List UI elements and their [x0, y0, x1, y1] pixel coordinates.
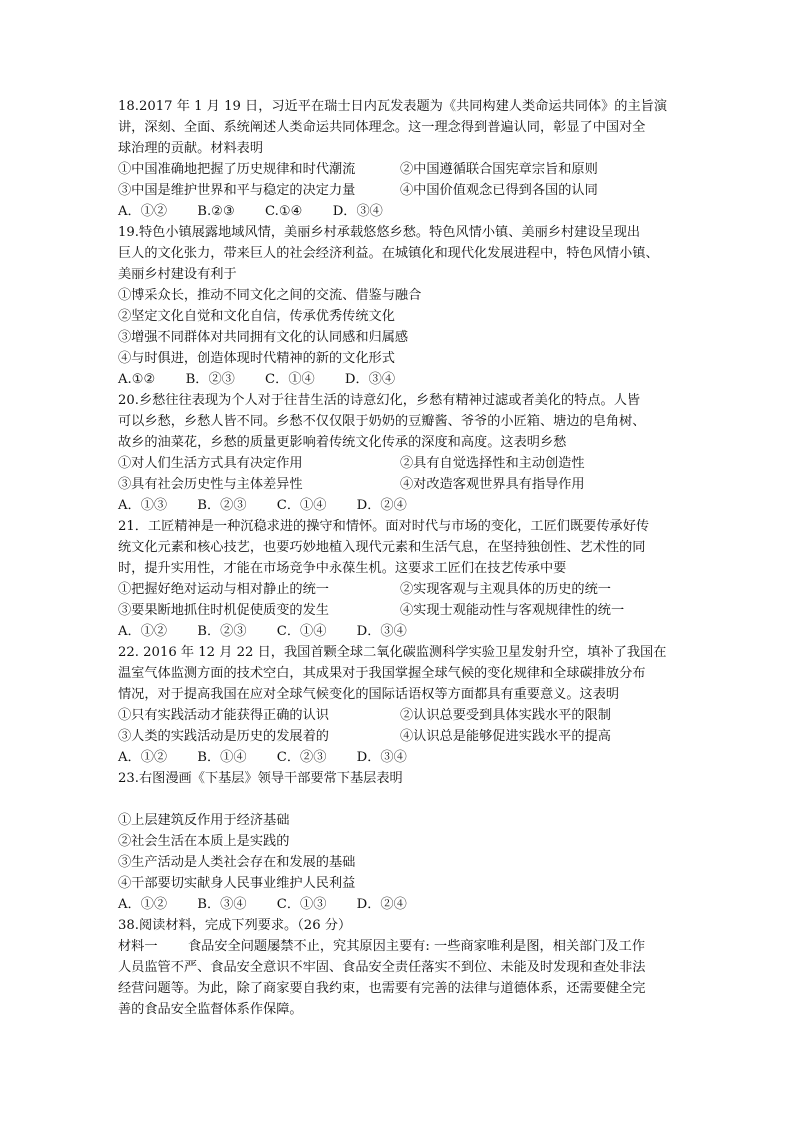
q19-choice-c: C．①④ [265, 372, 315, 387]
q20-stem-line: 可以乡愁，乡愁人皆不同。乡愁不仅仅限于奶奶的豆瓣酱、爷爷的小匠箱、塘边的皂角树、 [118, 414, 646, 429]
q38-material-line: 经营问题等。为此，除了商家要自我约束，也需要有完善的法律与道德体系，还需要健全完 [118, 981, 646, 996]
q21-option-4: ④实现士观能动性与客观规律性的统一 [400, 603, 625, 618]
q38-material-line [118, 936, 684, 957]
q23-choices [118, 894, 684, 915]
q20-choice-c: C．①④ [276, 498, 327, 513]
q23-option-2: ②社会生活在本质上是实践的 [118, 834, 290, 849]
q23-choice-a: A．①② [118, 897, 168, 912]
q23-option-3: ③生产活动是人类社会存在和发展的基础 [118, 855, 356, 870]
q19-choice-b: B．②③ [185, 372, 235, 387]
q20-option-1: ①对人们生活方式具有决定作用 [118, 456, 303, 471]
q20-option-4: ④对改造客观世界具有指导作用 [400, 477, 585, 492]
q22-choices [118, 747, 684, 768]
q23-choice-c: C．①③ [276, 897, 327, 912]
q21-option-1: ①把握好绝对运动与相对静止的统一 [118, 582, 329, 597]
question-18 [118, 96, 684, 222]
q18-stem-line: 讲，深刻、全面、系统阐述人类命运共同体理念。这一理念得到普遍认同，彰显了中国对全 [118, 120, 646, 135]
question-19 [118, 222, 684, 390]
q18-options-row [118, 159, 684, 180]
q21-choice-c: C．①④ [276, 624, 327, 639]
q19-stem-line: 19.特色小镇展露地域风情，美丽乡村承载悠悠乡愁。特色风情小镇、美丽乡村建设呈现出 [118, 225, 641, 240]
material-label: 材料一 [118, 939, 158, 954]
q21-choice-a: A．①② [118, 624, 168, 639]
q22-stem-line: 22. 2016 年 12 月 22 日，我国首颗全球二氧化碳监测科学实验卫星发射升空，填补了我国在 [118, 645, 667, 660]
q22-option-3: ③人类的实践活动是历史的发展着的 [118, 729, 329, 744]
q21-option-3: ③要果断地抓住时机促使质变的发生 [118, 603, 329, 618]
q18-choice-a: A．①② [118, 204, 168, 219]
q20-stem-line: 故乡的油菜花，乡愁的质量更影响着传统文化传承的深度和高度。这表明乡愁 [118, 435, 567, 450]
q19-stem-line: 美丽乡村建设有利于 [118, 267, 237, 282]
question-38 [118, 915, 684, 1020]
q20-options-row [118, 453, 684, 474]
q18-option-3: ③中国是维护世界和平与稳定的决定力量 [118, 183, 356, 198]
q19-choices [118, 369, 684, 390]
q20-options-row [118, 474, 684, 495]
q38-material-line: 善的食品安全监督体系作保障。 [118, 1002, 303, 1017]
q21-options-row [118, 579, 684, 600]
q22-option-2: ②认识总要受到具体实践水平的限制 [400, 708, 611, 723]
q38-material-line: 人员监管不严、食品安全意识不牢固、食品安全责任落实不到位、未能及时发现和查处非法 [118, 960, 646, 975]
q18-stem-line: 18.2017 年 1 月 19 日，习近平在瑞士日内瓦发表题为《共同构建人类命运共同体》的主旨演 [118, 99, 668, 114]
q22-options-row [118, 726, 684, 747]
q22-stem-line: 情况，对于提高我国在应对全球气候变化的国际话语权等方面都具有重要意义。这表明 [118, 687, 620, 702]
q20-choice-b: B．②③ [197, 498, 247, 513]
q21-option-2: ②实现客观与主观具体的历史的统一 [400, 582, 611, 597]
q38-stem-line: 38.阅读材料，完成下列要求。（26 分） [118, 918, 352, 933]
q19-option-4: ④与时俱进，创造体现时代精神的新的文化形式 [118, 351, 395, 366]
q21-stem-line: 时，提升实用性，才能在市场竞争中永葆生机。这要求工匠们在技艺传承中要 [118, 561, 567, 576]
q18-options-row [118, 180, 684, 201]
q22-options-row [118, 705, 684, 726]
q18-option-1: ①中国准确地把握了历史规律和时代潮流 [118, 162, 356, 177]
q22-option-1: ①只有实践活动才能获得正确的认识 [118, 708, 329, 723]
q20-stem-line: 20.乡愁往往表现为个人对于往昔生活的诗意幻化，乡愁有精神过滤或者美化的特点。人皆 [118, 393, 641, 408]
q22-choice-d: D．③④ [356, 750, 407, 765]
q23-choice-d: D．②④ [356, 897, 407, 912]
q18-choice-c: C.①④ [265, 204, 303, 219]
q21-stem-line: 统文化元素和核心技艺，也要巧妙地植入现代元素和生活气息，在坚持独创性、艺术性的同 [118, 540, 646, 555]
q19-choice-d: D．③④ [344, 372, 396, 387]
q20-choice-a: A．①③ [118, 498, 168, 513]
q22-stem-line: 温室气体监测方面的技术空白，其成果对于我国掌握全球气候的变化规律和全球碳排放分布 [118, 666, 646, 681]
q23-option-4: ④干部要切实献身人民事业维护人民利益 [118, 876, 356, 891]
q18-option-4: ④中国价值观念已得到各国的认同 [400, 183, 598, 198]
q21-stem-line: 21．工匠精神是一种沉稳求进的操守和情怀。面对时代与市场的变化，工匠们既要传承好传 [118, 519, 650, 534]
q19-option-1: ①博采众长，推动不同文化之间的交流、借鉴与融合 [118, 288, 422, 303]
q23-option-1: ①上层建筑反作用于经济基础 [118, 813, 290, 828]
q22-option-4: ④认识总是能够促进实践水平的提高 [400, 729, 611, 744]
q20-option-2: ②具有自觉选择性和主动创造性 [400, 456, 585, 471]
exam-page [118, 96, 684, 1020]
q18-stem-line: 球治理的贡献。材料表明 [118, 141, 264, 156]
q19-choice-a: A.①② [118, 372, 156, 387]
q19-option-2: ②坚定文化自觉和文化自信，传承优秀传统文化 [118, 309, 395, 324]
question-20 [118, 390, 684, 516]
q22-choice-c: C．②③ [276, 750, 327, 765]
question-22 [118, 642, 684, 768]
q19-stem-line: 巨人的文化张力，带来巨人的社会经济利益。在城镇化和现代化发展进程中，特色风情小镇、 [118, 246, 659, 261]
q21-options-row [118, 600, 684, 621]
q18-choice-b: B.②③ [197, 204, 235, 219]
q20-option-3: ③具有社会历史性与主体差异性 [118, 477, 303, 492]
cartoon-space [118, 789, 684, 810]
q22-choice-b: B．①④ [197, 750, 247, 765]
q21-choices [118, 621, 684, 642]
q23-stem-line: 23.右图漫画《下基层》领导干部要常下基层表明 [118, 771, 403, 786]
q19-option-3: ③增强不同群体对共同拥有文化的认同感和归属感 [118, 330, 409, 345]
q18-choices [118, 201, 684, 222]
q20-choices [118, 495, 684, 516]
q21-choice-d: D．③④ [356, 624, 407, 639]
material-text: 食品安全问题屡禁不止，究其原因主要有: 一些商家唯利是图，相关部门及工作 [188, 939, 646, 954]
q23-choice-b: B．③④ [197, 897, 247, 912]
q21-choice-b: B．②③ [197, 624, 247, 639]
q18-choice-d: D．③④ [332, 204, 383, 219]
question-23 [118, 768, 684, 915]
q22-choice-a: A．①② [118, 750, 168, 765]
q18-option-2: ②中国遵循联合国宪章宗旨和原则 [400, 162, 598, 177]
q20-choice-d: D．②④ [356, 498, 407, 513]
question-21 [118, 516, 684, 642]
